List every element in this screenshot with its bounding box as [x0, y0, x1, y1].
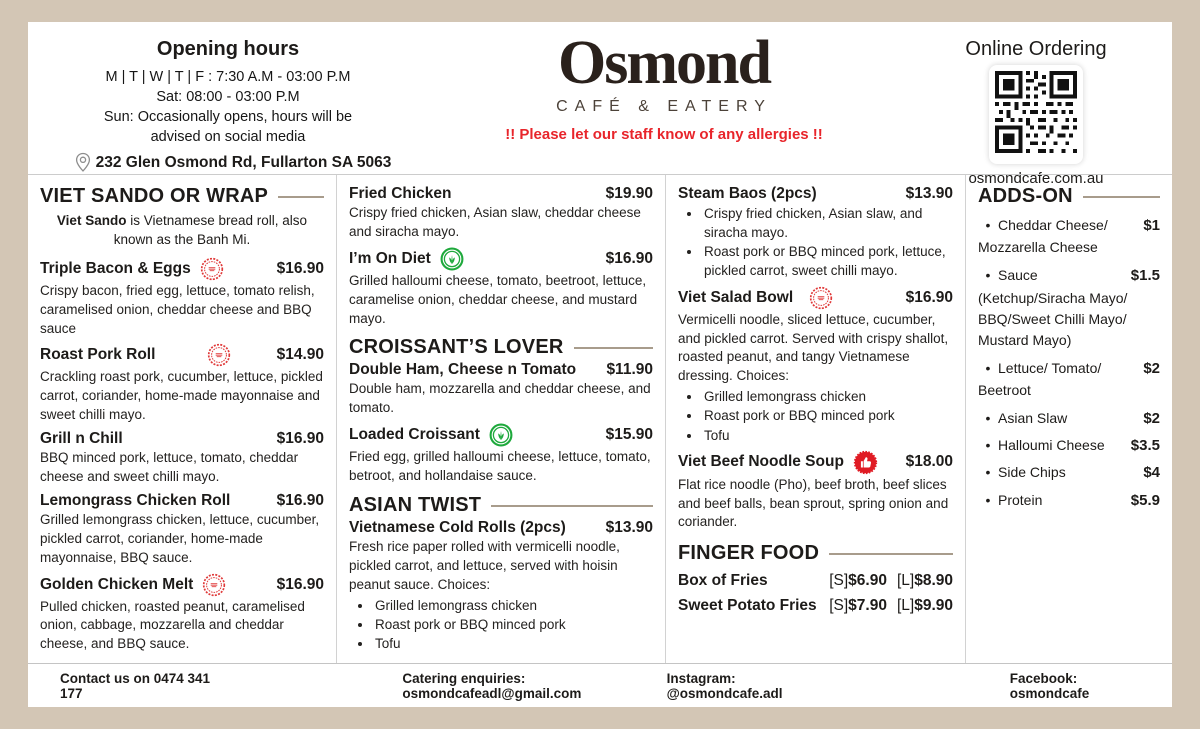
item-name: Double Ham, Cheese n Tomato [349, 361, 577, 379]
item-price: $16.90 [276, 491, 324, 509]
best-seller-stamp-icon [809, 286, 833, 310]
address-row [54, 152, 402, 173]
item-name: Grill n Chill [40, 430, 123, 448]
viet-sando-intro [40, 210, 324, 252]
item-choices [678, 387, 953, 444]
choice: • Roast pork or BBQ minced pork [702, 406, 953, 425]
footer-contact: Contact us on 0474 341 177 [60, 670, 211, 701]
bullet-dot: • [985, 359, 991, 376]
hours-weekdays: M | T | W | T | F : 7:30 A.M - 03:00 P.M [105, 69, 351, 85]
menu-item [40, 492, 324, 568]
size-large-price: $8.90 [914, 572, 953, 590]
thumbs-up-recommended-icon [853, 450, 878, 475]
section-title: CROISSANT’S LOVER [349, 336, 564, 359]
addon-name: Side Chips [998, 464, 1066, 481]
logo-block [402, 29, 926, 174]
menu-item [678, 450, 953, 533]
menu-page [28, 22, 1172, 707]
menu-item [678, 185, 953, 281]
bullet-dot: • [985, 217, 991, 233]
hours-sunday-line1: Sun: Occasionally opens, hours will be [103, 109, 353, 125]
item-price: $13.90 [905, 185, 953, 202]
choice: • Grilled lemongrass chicken [702, 387, 953, 406]
item-name: Golden Chicken Melt [40, 575, 194, 593]
item-description: BBQ minced pork, lettuce, tomato, cheddar cheese and sweet chilli mayo. [40, 450, 299, 485]
item-price: $16.90 [905, 288, 953, 306]
choice: • Tofu [373, 634, 653, 653]
item-name: Sweet Potato Fries [678, 597, 817, 615]
column-middle-right [666, 175, 966, 663]
menu-item [349, 361, 653, 418]
section-header-adds-on [978, 185, 1160, 208]
item-description: Grilled lemongrass chicken, lettuce, cucumber, pickled carrot, coriander, home-made mayonnaise, BBQ sauce. [40, 511, 320, 565]
menu-item [349, 519, 653, 653]
addon-price: $4 [1143, 464, 1160, 482]
bullet-dot: • [985, 409, 991, 426]
size-large-price: $9.90 [914, 597, 953, 615]
addon-item [978, 490, 1160, 510]
addon-price: $3.5 [1130, 437, 1160, 455]
item-price: $18.00 [905, 453, 953, 471]
item-name: Viet Beef Noodle Soup [678, 453, 844, 471]
bullet-dot: • [985, 437, 991, 454]
bullet-dot: • [985, 491, 991, 508]
menu-item [40, 430, 324, 487]
size-small-label: [S] [829, 572, 849, 590]
hours-sunday-line2: advised on social media [150, 129, 306, 145]
addon-price: $2 [1143, 359, 1160, 377]
finger-food-row [678, 572, 953, 590]
section-rule [491, 505, 653, 507]
addon-item [978, 408, 1160, 428]
online-ordering-url: osmondcafe.com.au [968, 170, 1104, 187]
choice: • Grilled lemongrass chicken [373, 596, 653, 615]
column-middle-left [336, 175, 666, 663]
vegetarian-icon [489, 423, 513, 447]
size-small-price: $7.90 [848, 597, 887, 615]
bullet: • Crispy fried chicken, Asian slaw, and siracha mayo. [702, 204, 953, 242]
section-header-asian-twist [349, 494, 653, 517]
item-description: Pulled chicken, roasted peanut, caramelised onion, cabbage, mozzarella and cheddar cheese, and BBQ sauce. [40, 598, 305, 652]
bullet-dot: • [985, 464, 991, 481]
menu-item [40, 343, 324, 425]
item-description: Fresh rice paper rolled with vermicelli noodle, pickled carrot, and lettuce, served with hoisin peanut sauce. Choices: [349, 539, 620, 592]
footer-facebook: Facebook: osmondcafe [1009, 670, 1090, 701]
item-name: Box of Fries [678, 572, 768, 590]
item-description: Crackling roast pork, cucumber, lettuce, pickled carrot, coriander, home-made mayonnaise and sweet chilli mayo. [40, 369, 323, 423]
size-large-label: [L] [896, 572, 915, 590]
item-name: Roast Pork Roll [40, 346, 156, 364]
menu-item [678, 286, 953, 445]
item-price: $14.90 [276, 346, 324, 364]
hours-saturday: Sat: 08:00 - 03:00 P.M [156, 89, 300, 105]
bullet: • Roast pork or BBQ minced pork, lettuce, pickled carrot, sweet chilli mayo. [702, 242, 953, 280]
finger-food-row [678, 597, 953, 615]
item-name: Vietnamese Cold Rolls (2pcs) [349, 519, 566, 537]
size-small-label: [S] [829, 597, 849, 615]
header [28, 22, 1172, 187]
bullet-dot: • [985, 267, 991, 284]
item-price: $16.90 [605, 249, 653, 267]
addon-detail: Mozzarella Cheese [978, 239, 1098, 256]
address-text: 232 Glen Osmond Rd, Fullarton SA 5063 [95, 153, 392, 171]
section-rule [574, 347, 653, 349]
item-bullets [678, 204, 953, 281]
logo-tagline: CAFÉ & EATERY [556, 98, 772, 115]
item-description: Fried egg, grilled halloumi cheese, lettuce, tomato, betroot, and hollandaise sauce. [349, 449, 651, 484]
menu-columns [28, 175, 1172, 663]
column-adds-on [966, 175, 1172, 663]
item-description: Grilled halloumi cheese, tomato, beetroot, lettuce, caramelise onion, cheddar cheese, and mustard mayo. [349, 272, 647, 326]
section-rule [829, 553, 953, 555]
section-title: FINGER FOOD [678, 542, 820, 565]
section-title: ADDS-ON [978, 185, 1073, 207]
addon-item [978, 358, 1160, 401]
menu-item [40, 573, 324, 655]
menu-item [40, 257, 324, 339]
addon-name: Lettuce/ Tomato/ [998, 359, 1102, 376]
item-name: Lemongrass Chicken Roll [40, 491, 231, 509]
vegetarian-icon [440, 247, 464, 271]
item-name: Steam Baos (2pcs) [678, 185, 817, 202]
online-ordering-title: Online Ordering [965, 38, 1107, 60]
addon-name: Cheddar Cheese/ [998, 217, 1108, 233]
addon-name: Protein [998, 491, 1043, 508]
section-header-croissant [349, 336, 653, 359]
opening-hours-block [54, 32, 402, 174]
best-seller-stamp-icon [207, 343, 231, 367]
online-ordering-block [926, 32, 1146, 187]
intro-bold: Viet Sando [56, 213, 127, 228]
item-name: Loaded Croissant [349, 426, 480, 444]
item-price: $19.90 [605, 185, 653, 202]
section-header-finger-food [678, 542, 953, 565]
addon-name: Sauce [998, 267, 1038, 284]
best-seller-stamp-icon [202, 573, 226, 597]
section-rule [278, 196, 324, 198]
menu-item [349, 423, 653, 486]
choice: • Tofu [702, 426, 953, 445]
addon-item [978, 215, 1160, 258]
footer-instagram: Instagram: @osmondcafe.adl [666, 670, 783, 701]
item-description: Flat rice noodle (Pho), beef broth, beef slices and beef balls, bean sprout, spring onion and coriander. [678, 476, 949, 530]
item-price: $13.90 [605, 519, 653, 537]
intro-rest: is Vietnamese bread roll, also known as the Banh Mi. [113, 213, 308, 247]
section-title: ASIAN TWIST [349, 494, 482, 517]
addon-item [978, 265, 1160, 350]
logo-wordmark: Osmond [558, 29, 770, 97]
best-seller-stamp-icon [200, 257, 224, 281]
addon-price: $1 [1143, 217, 1160, 234]
size-large-label: [L] [896, 597, 915, 615]
section-title: VIET SANDO OR WRAP [40, 185, 269, 207]
addon-item [978, 462, 1160, 482]
item-price: $16.90 [276, 259, 324, 277]
allergy-note: !! Please let our staff know of any allergies !! [505, 126, 823, 143]
item-choices [349, 596, 653, 653]
item-description: Vermicelli noodle, sliced lettuce, cucumber, and pickled carrot. Served with crispy shallot, roasted peanut, and tangy Vietnamese dressing. Choices: [678, 311, 949, 384]
size-small-price: $6.90 [848, 572, 887, 590]
addon-price: $2 [1143, 409, 1160, 427]
addon-name: Asian Slaw [998, 409, 1068, 426]
location-pin-icon [74, 152, 92, 173]
item-price: $11.90 [606, 361, 653, 379]
addon-price: $5.9 [1130, 491, 1160, 509]
qr-code [989, 65, 1083, 164]
item-name: Fried Chicken [349, 185, 452, 202]
item-description: Crispy fried chicken, Asian slaw, cheddar cheese and siracha mayo. [349, 205, 641, 239]
item-name: Triple Bacon & Eggs [40, 259, 191, 277]
addon-name: Halloumi Cheese [998, 437, 1105, 454]
menu-item [349, 247, 653, 329]
addon-detail: (Ketchup/Siracha Mayo/ BBQ/Sweet Chilli Mayo/ Mustard Mayo) [978, 289, 1128, 348]
footer-catering: Catering enquiries: osmondcafeadl@gmail.com [402, 670, 582, 701]
section-rule [1083, 196, 1160, 198]
addon-price: $1.5 [1130, 267, 1160, 285]
addon-item [978, 435, 1160, 455]
footer [28, 663, 1172, 707]
choice: • Roast pork or BBQ minced pork [373, 615, 653, 634]
item-price: $15.90 [605, 426, 653, 444]
item-description: Double ham, mozzarella and cheddar cheese, and tomato. [349, 381, 651, 416]
column-viet-sando [28, 175, 336, 663]
item-name: Viet Salad Bowl [678, 288, 794, 306]
item-price: $16.90 [276, 430, 324, 448]
item-price: $16.90 [276, 575, 324, 593]
item-name: I’m On Diet [349, 249, 431, 267]
menu-item [349, 185, 653, 242]
addon-detail: Beetroot [978, 381, 1031, 398]
section-header-viet-sando [40, 185, 324, 208]
opening-hours-title: Opening hours [156, 38, 300, 60]
item-description: Crispy bacon, fried egg, lettuce, tomato relish, caramelised onion, cheddar cheese and BBQ sauce [40, 282, 315, 336]
